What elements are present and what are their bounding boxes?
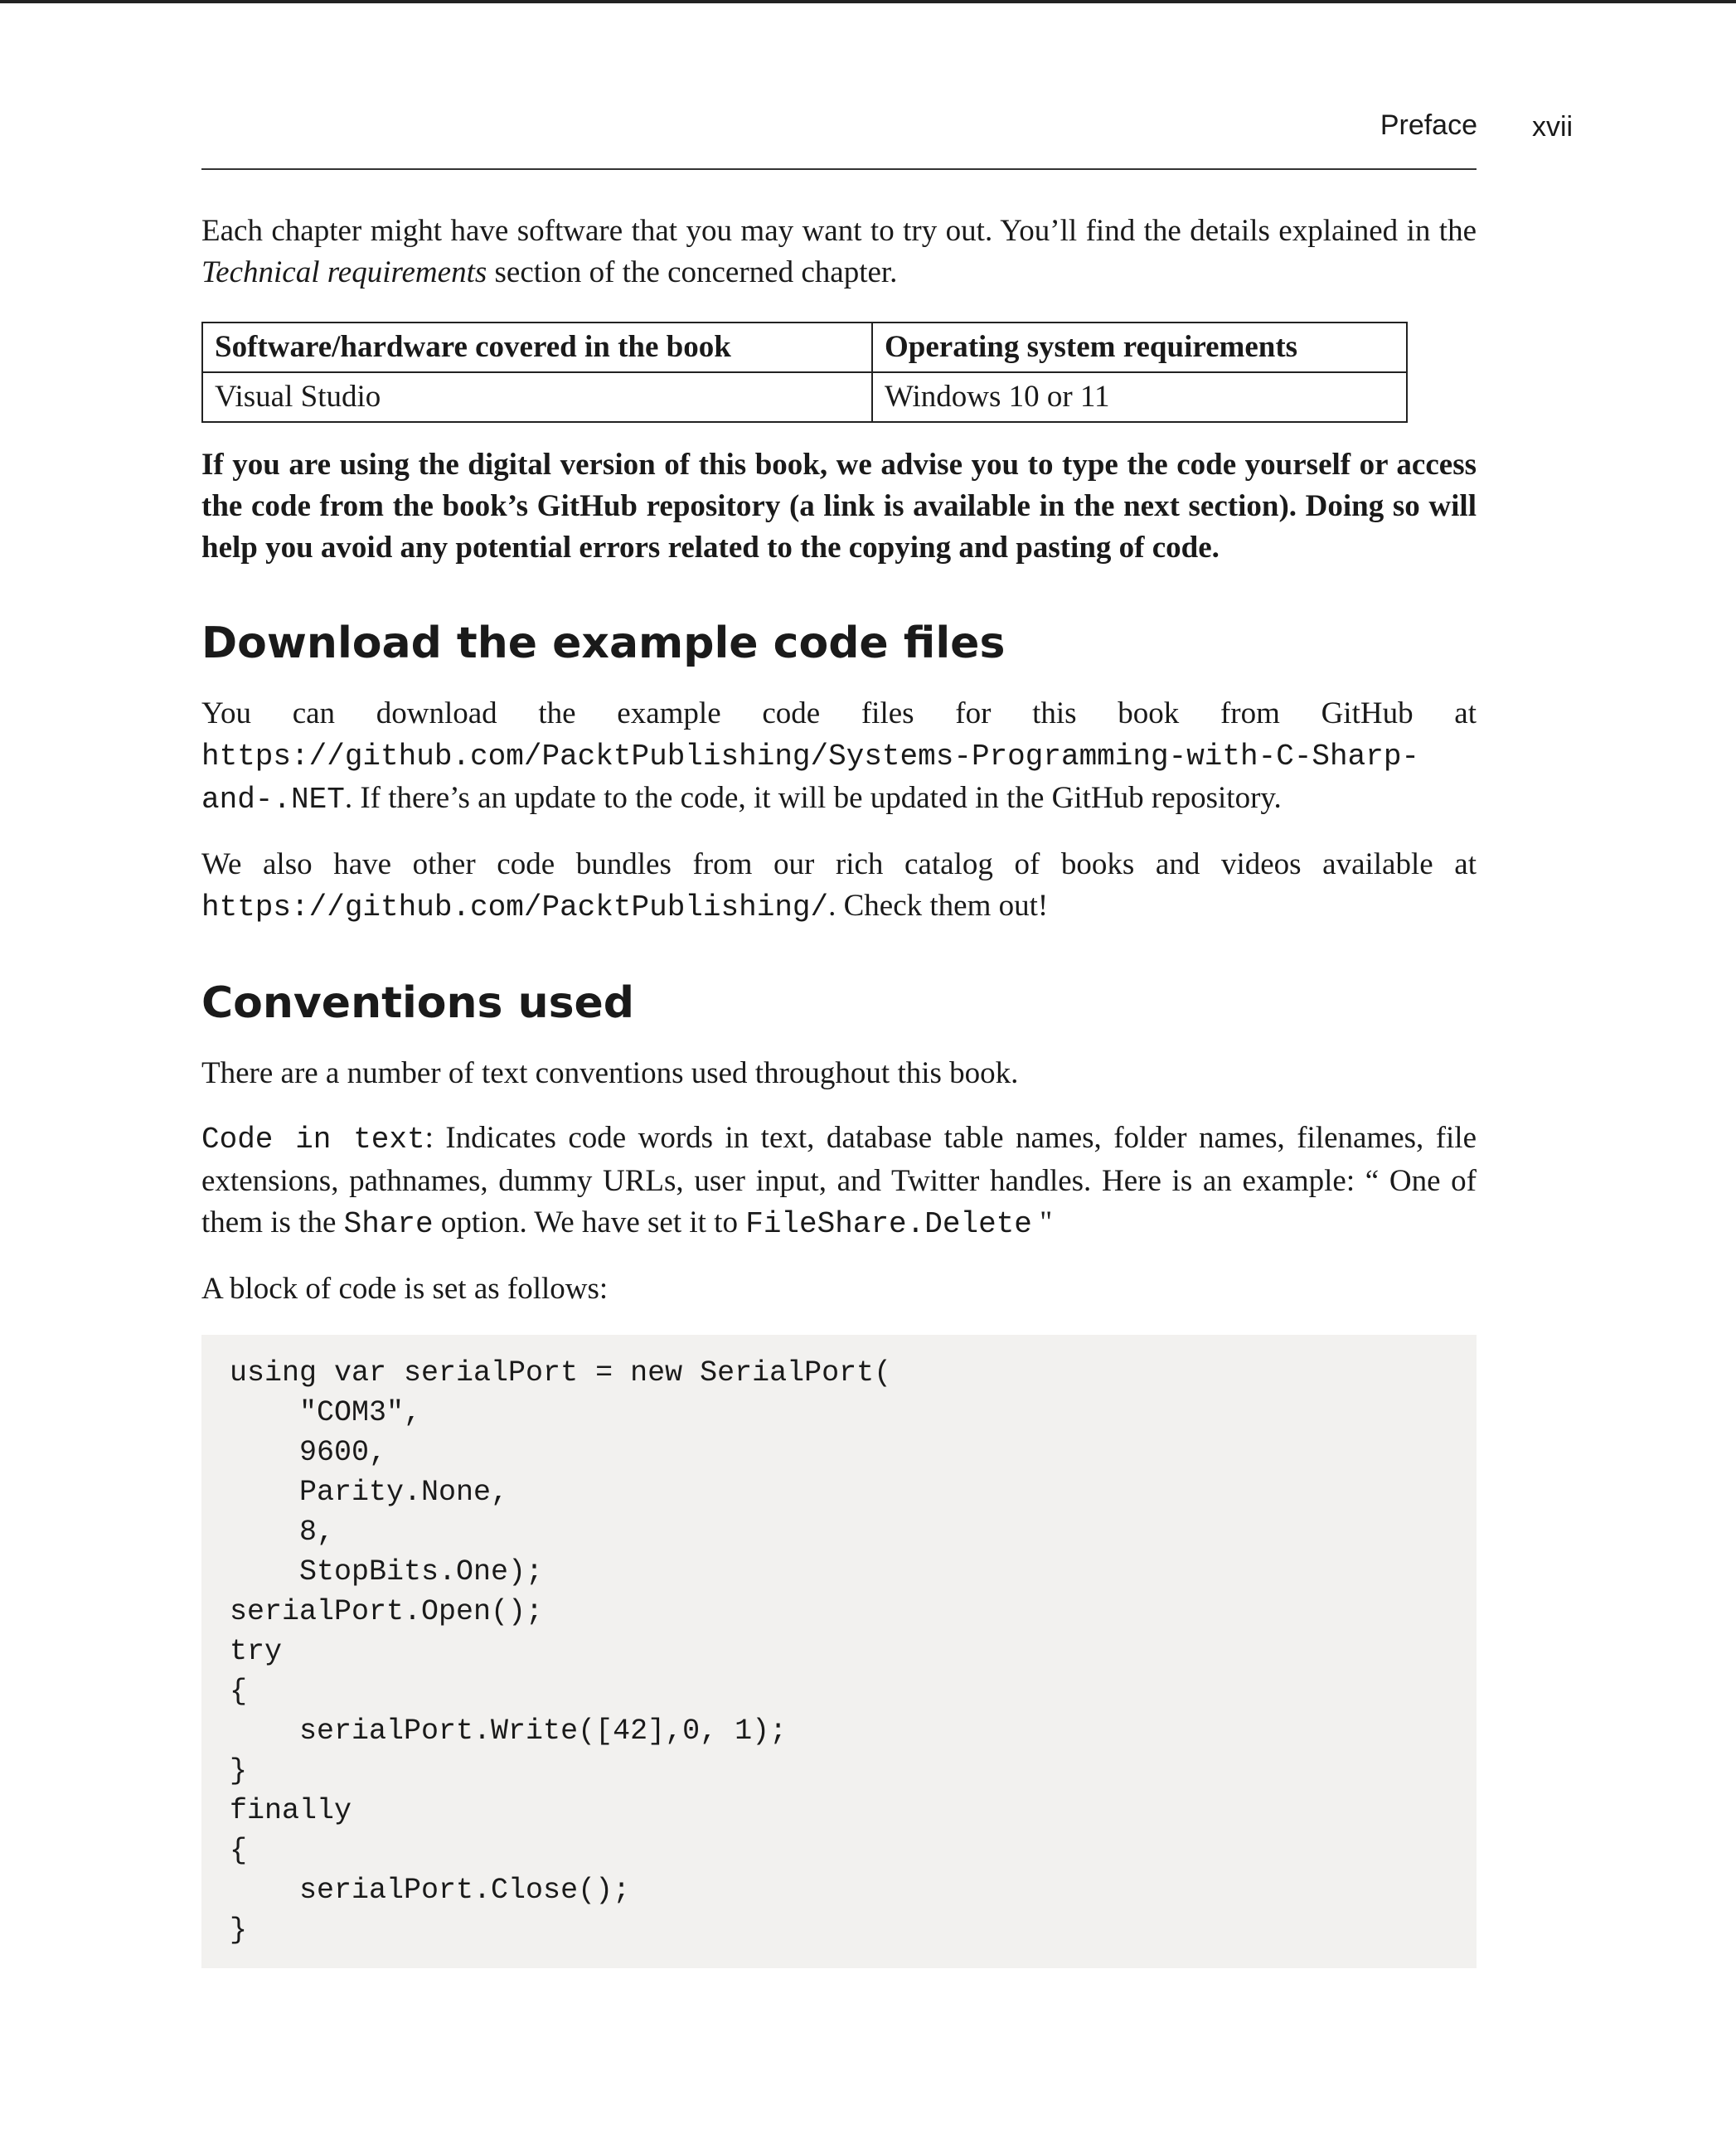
- download-text-1: You can download the example code files for this book from GitHub at: [201, 696, 1477, 730]
- example-middle-text: option. We have set it to: [433, 1205, 746, 1239]
- table-header-cell: Software/hardware covered in the book: [202, 323, 872, 372]
- top-border: [0, 0, 1736, 3]
- intro-text-2: section of the concerned chapter.: [487, 255, 898, 289]
- conventions-heading: Conventions used: [201, 978, 635, 1028]
- running-header: [0, 109, 1736, 159]
- code-in-text-label: Code in text: [201, 1123, 425, 1157]
- intro-text-1: Each chapter might have software that you may want to try out. You’ll find the details explained in the: [201, 214, 1477, 248]
- bundles-text-1: We also have other code bundles from our rich catalog of books and videos available at: [201, 847, 1477, 881]
- digital-version-note: If you are using the digital version of this book, we advise you to type the code yourself or access the code from the book’s GitHub repository (a link is available in the next section). Doing so will help you avoid any potential errors related to the copying and pasting of code.: [201, 448, 1477, 565]
- download-paragraph-1: [201, 693, 1477, 821]
- inline-code-fileshare: FileShare.Delete: [745, 1207, 1032, 1241]
- github-repo-link[interactable]: https://github.com/PacktPublishing/Systems-Programming-with-C-Sharp-and-.NET: [201, 740, 1420, 817]
- code-block: [201, 1335, 1477, 1968]
- download-heading: Download the example code files: [201, 618, 1006, 668]
- download-paragraph-2: [201, 844, 1477, 929]
- bundles-text-2: . Check them out!: [828, 889, 1049, 923]
- header-divider: [201, 168, 1477, 170]
- inline-code-share: Share: [343, 1207, 434, 1241]
- table-row: [202, 372, 1407, 422]
- page-number: xvii: [1532, 111, 1574, 143]
- page-content: [201, 211, 1477, 1968]
- intro-italic: Technical requirements: [201, 255, 487, 289]
- packt-github-link[interactable]: https://github.com/PacktPublishing/: [201, 890, 829, 924]
- requirements-table: [201, 322, 1408, 423]
- conventions-intro: There are a number of text conventions used throughout this book.: [201, 1056, 1019, 1090]
- code-block-text: using var serialPort = new SerialPort( "COM3", 9600, Parity.None, 8, StopBits.One); serialPort.Open(); try { serialPort.Write([42],0, 1); } finally { serialPort.Close(); }: [230, 1356, 892, 1947]
- download-text-2: . If there’s an update to the code, it will be updated in the GitHub repository.: [344, 781, 1282, 815]
- code-in-text-paragraph: [201, 1118, 1477, 1245]
- table-header-row: [202, 323, 1407, 372]
- code-in-text-description: : Indicates code words in text, database table names, folder names, filenames, file extensions, pathnames, dummy URLs, user input, and Twitter handles. Here is an example: “ One of them is the: [201, 1121, 1477, 1239]
- table-header-cell: Operating system requirements: [872, 323, 1407, 372]
- example-end-text: ": [1031, 1205, 1053, 1239]
- header-section-title: Preface: [1380, 109, 1477, 141]
- intro-paragraph: [201, 211, 1477, 293]
- code-block-intro: A block of code is set as follows:: [201, 1272, 609, 1306]
- table-cell: Windows 10 or 11: [872, 372, 1407, 422]
- table-cell: Visual Studio: [202, 372, 872, 422]
